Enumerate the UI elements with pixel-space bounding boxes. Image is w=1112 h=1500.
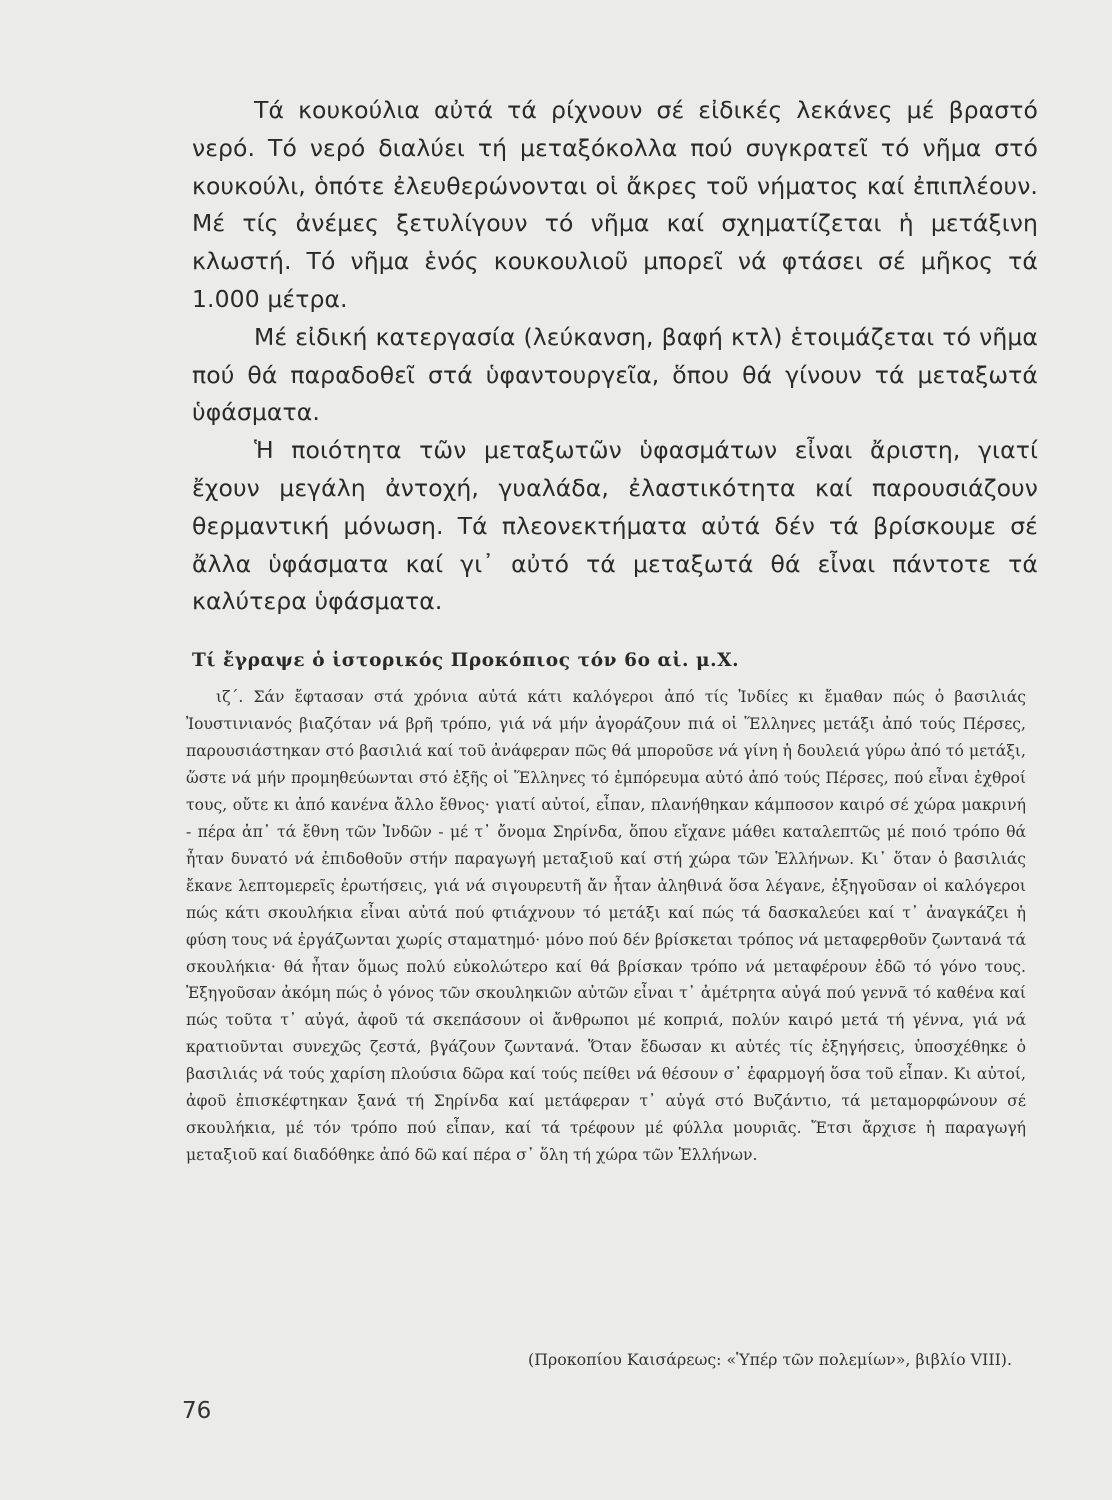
- excerpt-heading: Τί ἔγραψε ὁ ἱστορικός Προκόπιος τόν 6ο αἰ. μ.Χ.: [192, 650, 740, 671]
- excerpt-citation: (Προκοπίου Καισάρεως: «Ὑπέρ τῶν πολεμίων», βιβλίο VIII).: [528, 1350, 1012, 1369]
- paragraph-quality: Ἡ ποιότητα τῶν μεταξωτῶν ὑφασμάτων εἶναι ἄριστη, γιατί ἔχουν μεγάλη ἀντοχή, γυαλάδα, ἐλαστικότητα καί παρουσιάζουν θερμαντική μόνωση. Τά πλεονεκτήματα αὐτά δέν τά βρίσκουμε σέ ἄλλα ὑφάσματα καί γι᾽ αὐτό τά μεταξωτά θά εἶναι πάντοτε τά καλύτερα ὑφάσματα.: [192, 436, 1038, 616]
- page-number: 76: [182, 1398, 212, 1424]
- main-text: [192, 92, 1038, 621]
- excerpt-text: ιζ΄. Σάν ἔφτασαν στά χρόνια αὐτά κάτι καλόγεροι ἀπό τίς Ἰνδίες κι ἔμαθαν πώς ὁ βασιλιάς Ἰουστινιανός βιαζόταν νά βρῆ τρόπο, γιά νά μήν ἀγοράζουν πιά οἱ Ἕλληνες μετάξι ἀπό τούς Πέρσες, παρουσιάστηκαν στό βασιλιά καί τοῦ ἀνάφεραν πῶς θά μποροῦσε νά γίνη ἡ δουλειά γύρω ἀπό τό μετάξι, ὥστε νά μήν προμηθεύωνται στό ἑξῆς οἱ Ἕλληνες τό ἐμπόρευμα αὐτό ἀπό τούς Πέρσες, πού εἶναι ἐχθροί τους, οὔτε κι ἀπό κανένα ἄλλο ἔθνος· γιατί αὐτοί, εἶπαν, πλανήθηκαν κάμποσον καιρό σέ χώρα μακρινή - πέρα ἀπ᾽ τά ἔθνη τῶν Ἰνδῶν - μέ τ᾽ ὄνομα Σηρίνδα, ὅπου εἴχανε μάθει καταλεπτῶς μέ ποιό τρόπο θά ἦταν δυνατό νά ἐπιδοθοῦν στήν παραγωγή μεταξιοῦ καί στή χώρα τῶν Ἑλλήνων. Κι᾽ ὅταν ὁ βασιλιάς ἔκανε λεπτομερεῖς ἐρωτήσεις, γιά νά σιγουρευτῆ ἄν ἦταν ἀληθινά ὅσα λέγανε, ἐξηγοῦσαν οἱ καλόγεροι πώς κάτι σκουλήκια εἶναι αὐτά πού φτιάχνουν τό μετάξι καί πώς τά δασκαλεύει καί τ᾽ ἀναγκάζει ἡ φύση τους νά ἐργάζωνται χωρίς σταματημό· μόνο πού δέν βρίσκεται τρόπος νά μεταφερθοῦν ζωντανά τά σκουλήκια· θά ἦταν ὅμως πολύ εὐκολώτερο καί θά βρίσκαν τρόπο νά μεταφέρουν ἐδῶ τό γόνο τους. Ἐξηγοῦσαν ἀκόμη πώς ὁ γόνος τῶν σκουληκιῶν αὐτῶν εἶναι τ᾽ ἀμέτρητα αὐγά πού γεννᾶ τό καθένα καί πώς τοῦτα τ᾽ αὐγά, ἀφοῦ τά σκεπάσουν οἱ ἄνθρωποι μέ κοπριά, πολύν καιρό μετά τή γέννα, γιά νά κρατιοῦνται συνεχῶς ζεστά, βγάζουν ζωντανά. Ὅταν ἔδωσαν κι αὐτές τίς ἐξηγήσεις, ὑποσχέθηκε ὁ βασιλιάς νά τούς χαρίση πλούσια δῶρα καί τούς πείθει νά θέσουν σ᾽ ἐφαρμογή ὅσα τοῦ εἶπαν. Κι αὐτοί, ἀφοῦ ἐπισκέφτηκαν ξανά τή Σηρίνδα καί μετάφεραν τ᾽ αὐγά στό Βυζάντιο, τά μεταμορφώνουν σέ σκουλήκια, μέ τόν τρόπο πού εἶπαν, καί τά τρέφουν μέ φύλλα μουριᾶς. Ἔτσι ἄρχισε ἡ παραγωγή μεταξιοῦ καί διαδόθηκε ἀπό δῶ καί πέρα σ᾽ ὅλη τή χώρα τῶν Ἑλλήνων.: [186, 688, 1026, 1165]
- paragraph-treatment: Μέ εἰδική κατεργασία (λεύκανση, βαφή κτλ) ἑτοιμάζεται τό νῆμα πού θά παραδοθεῖ στά ὑφαντουργεῖα, ὅπου θά γίνουν τά μεταξωτά ὑφάσματα.: [192, 322, 1038, 427]
- paragraph-silk-processing: Τά κουκούλια αὐτά τά ρίχνουν σέ εἰδικές λεκάνες μέ βραστό νερό. Τό νερό διαλύει τή μεταξόκολλα πού συγκρατεῖ τό νῆμα στό κουκούλι, ὁπότε ἐλευθερώνονται οἱ ἄκρες τοῦ νήματος καί ἐπιπλέουν. Μέ τίς ἀνέμες ξετυλίγουν τό νῆμα καί σχηματίζεται ἡ μετάξινη κλωστή. Τό νῆμα ἑνός κουκουλιοῦ μπορεῖ νά φτάσει σέ μῆκος τά 1.000 μέτρα.: [192, 96, 1038, 313]
- procopius-excerpt: [186, 684, 1026, 1169]
